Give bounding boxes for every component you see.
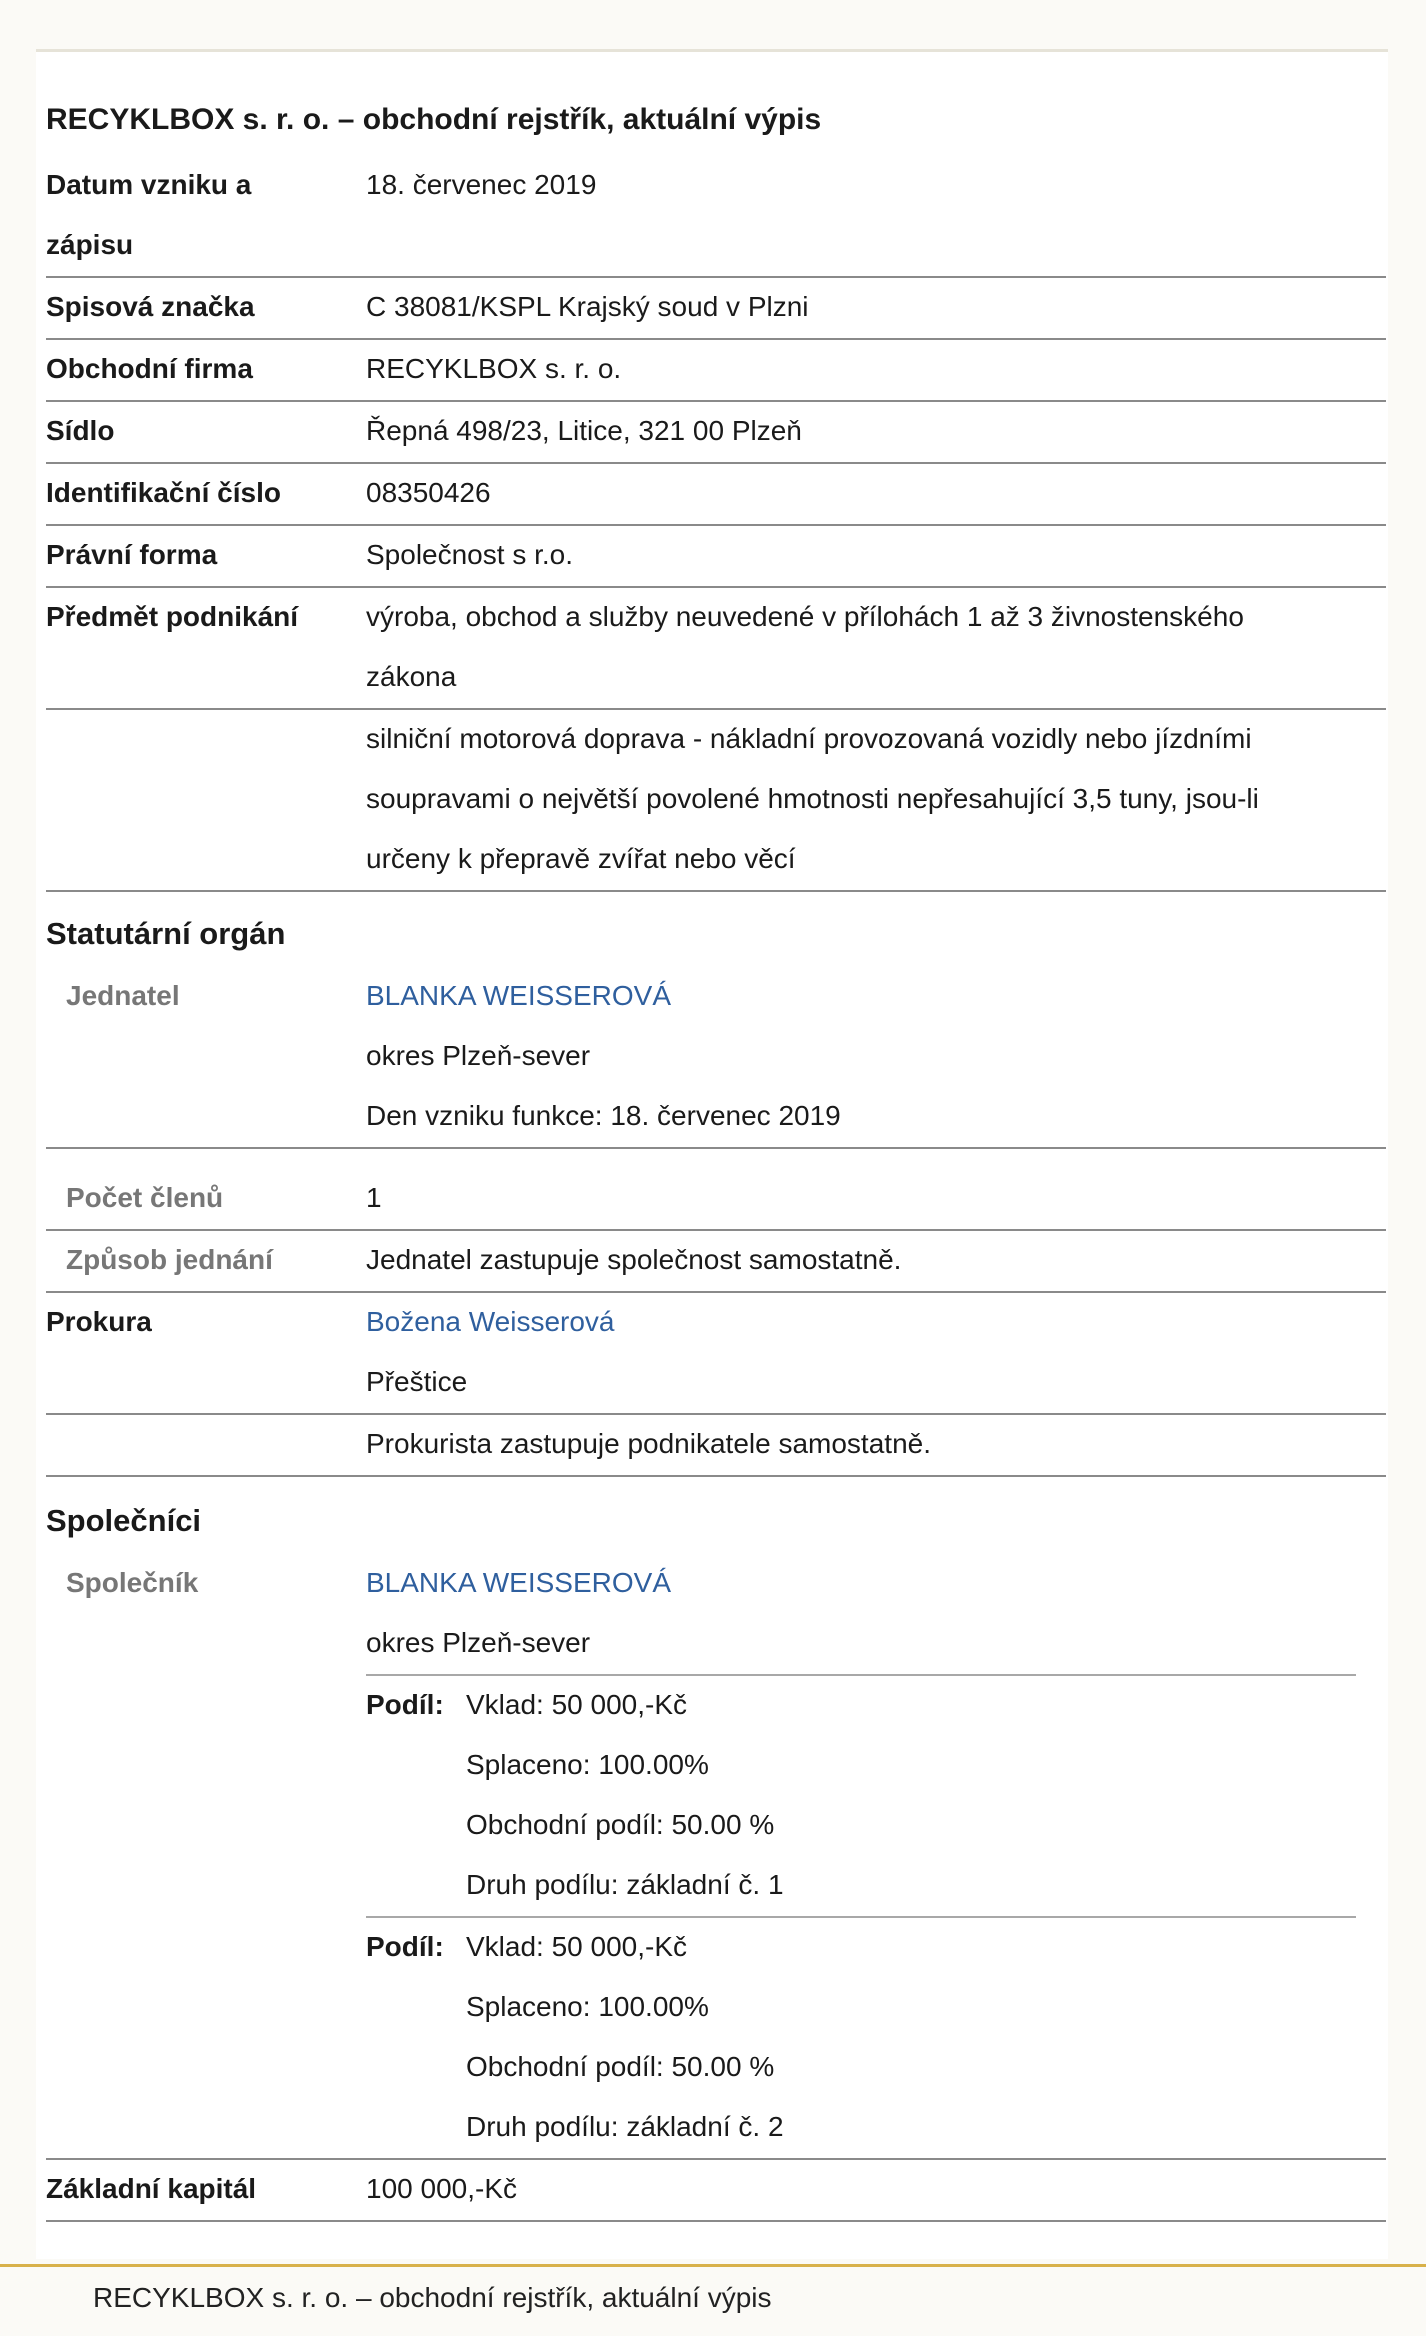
divider [46,276,1386,278]
footer-divider [0,2264,1426,2267]
podil-2-label: Podíl: [366,1931,444,1962]
value-zakladni-kapital: 100 000,-Kč [366,2173,517,2204]
divider [46,1475,1386,1477]
label-datum-vzniku-2: zápisu [46,229,134,260]
divider [46,462,1386,464]
label-obchodni-firma: Obchodní firma [46,353,253,384]
value-datum-vzniku: 18. červenec 2019 [366,169,597,200]
prokura-note: Prokurista zastupuje podnikatele samostatně. [366,1428,931,1459]
registry-extract-card [36,49,1388,2259]
divider [46,1413,1386,1415]
divider [46,1229,1386,1231]
value-predmet-2-line-3: určeny k přepravě zvířat nebo věcí [366,843,796,874]
value-sidlo: Řepná 498/23, Litice, 321 00 Plzeň [366,415,802,446]
divider [46,1291,1386,1293]
divider [46,338,1386,340]
label-pravni-forma: Právní forma [46,539,218,570]
label-identifikacni-cislo: Identifikační číslo [46,477,281,508]
label-zpusob-jednani: Způsob jednání [66,1244,273,1275]
spolecnik-okres: okres Plzeň-sever [366,1627,591,1658]
podil-2-obchodni-podil: Obchodní podíl: 50.00 % [466,2051,775,2082]
label-datum-vzniku-1: Datum vzniku a [46,169,252,200]
label-predmet-podnikani: Předmět podnikání [46,601,299,632]
divider [46,524,1386,526]
value-pocet-clenu: 1 [366,1182,382,1213]
label-spolecnik: Společník [66,1567,199,1598]
label-jednatel: Jednatel [66,980,180,1011]
divider [46,400,1386,402]
podil-1-druh: Druh podílu: základní č. 1 [466,1869,784,1900]
podil-1-label: Podíl: [366,1689,444,1720]
label-sidlo: Sídlo [46,415,115,446]
label-pocet-clenu: Počet členů [66,1182,224,1213]
divider [46,2158,1386,2160]
podil-1-splaceno: Splaceno: 100.00% [466,1749,709,1780]
label-zakladni-kapital: Základní kapitál [46,2173,257,2204]
page-title: RECYKLBOX s. r. o. – obchodní rejstřík, aktuální výpis [46,103,822,136]
section-statutarni-organ: Statutární orgán [46,916,286,951]
label-prokura: Prokura [46,1306,152,1337]
prokurista-place: Přeštice [366,1366,468,1397]
jednatel-okres: okres Plzeň-sever [366,1040,591,1071]
divider [46,1147,1386,1149]
podil-2-splaceno: Splaceno: 100.00% [466,1991,709,2022]
value-pravni-forma: Společnost s r.o. [366,539,574,570]
podil-2-druh: Druh podílu: základní č. 2 [466,2111,784,2142]
divider [46,890,1386,892]
value-predmet-1-line-2: zákona [366,661,457,692]
divider [46,586,1386,588]
value-zpusob-jednani: Jednatel zastupuje společnost samostatně. [366,1244,902,1275]
divider [366,1916,1356,1918]
value-predmet-1-line-1: výroba, obchod a služby neuvedené v přílohách 1 až 3 živnostenského [366,601,1244,632]
divider [46,708,1386,710]
prokurista-name-link[interactable]: Božena Weisserová [366,1306,615,1337]
value-identifikacni-cislo: 08350426 [366,477,491,508]
spolecnik-name-link[interactable]: BLANKA WEISSEROVÁ [366,1567,671,1598]
section-spolecnici: Společníci [46,1503,202,1538]
podil-2-vklad: Vklad: 50 000,-Kč [466,1931,688,1962]
footer-title: RECYKLBOX s. r. o. – obchodní rejstřík, aktuální výpis [93,2282,772,2313]
value-predmet-2-line-2: soupravami o největší povolené hmotnosti nepřesahující 3,5 tuny, jsou-li [366,783,1259,814]
podil-1-obchodni-podil: Obchodní podíl: 50.00 % [466,1809,775,1840]
podil-1-vklad: Vklad: 50 000,-Kč [466,1689,688,1720]
value-obchodni-firma: RECYKLBOX s. r. o. [366,353,622,384]
label-spisova-znacka: Spisová značka [46,291,255,322]
divider [46,2220,1386,2222]
value-spisova-znacka: C 38081/KSPL Krajský soud v Plzni [366,291,809,322]
jednatel-den-vzniku-funkce: Den vzniku funkce: 18. červenec 2019 [366,1100,841,1131]
jednatel-name-link[interactable]: BLANKA WEISSEROVÁ [366,980,671,1011]
value-predmet-2-line-1: silniční motorová doprava - nákladní provozovaná vozidly nebo jízdními [366,723,1252,754]
divider [366,1674,1356,1676]
